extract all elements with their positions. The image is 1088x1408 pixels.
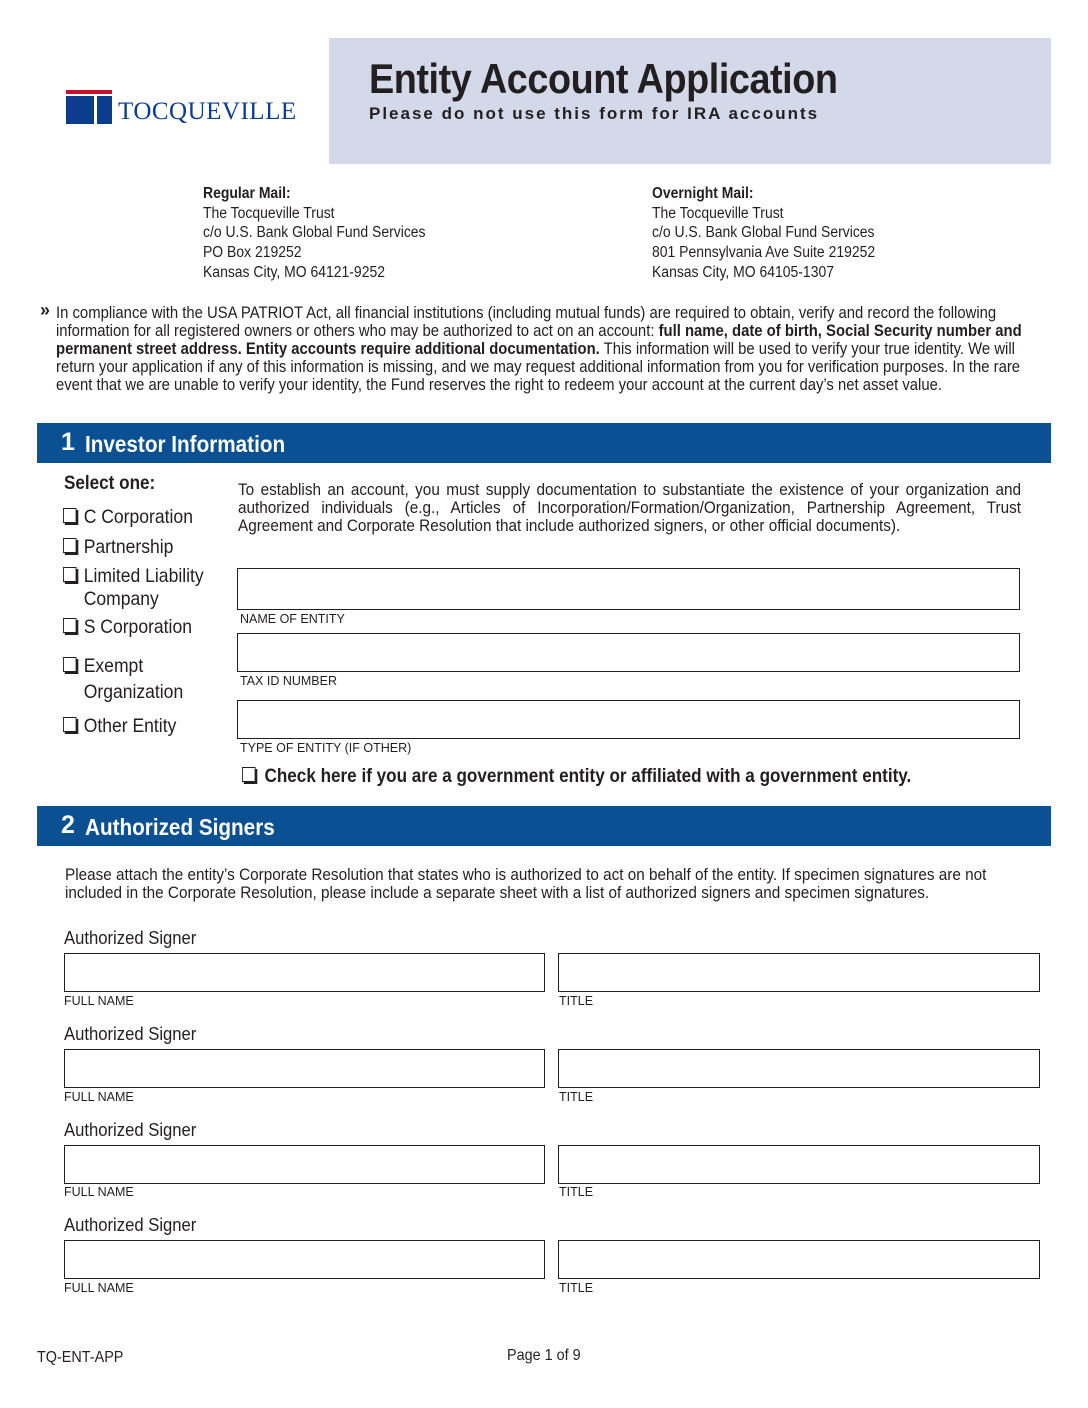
signer-full-name-field[interactable]	[64, 1240, 545, 1279]
regular-mail-address	[203, 184, 426, 283]
signer-full-name-field[interactable]	[64, 953, 545, 992]
authorized-signer-label: Authorized Signer	[64, 1119, 197, 1140]
option-label	[84, 565, 204, 611]
patriot-act-notice	[56, 304, 1046, 394]
full-name-label: FULL NAME	[64, 1185, 134, 1199]
checkbox-icon[interactable]	[63, 508, 77, 523]
page-subtitle: Please do not use this form for IRA accounts	[369, 104, 820, 123]
form-code: TQ-ENT-APP	[37, 1349, 124, 1366]
section-1-header	[37, 423, 1051, 463]
overnight-mail-line: 801 Pennsylvania Ave Suite 219252	[652, 244, 876, 262]
section-2-header	[37, 806, 1051, 846]
title-label: TITLE	[559, 1185, 594, 1199]
government-entity-label: Check here if you are a government entity or affiliated with a government entity.	[264, 766, 912, 787]
logo-divider	[94, 96, 97, 124]
checkbox-icon[interactable]	[242, 767, 256, 782]
option-partnership[interactable]	[63, 536, 173, 559]
logo-red-bar	[66, 90, 112, 94]
section-title: Investor Information	[85, 431, 286, 457]
option-label-line2: Company	[83, 588, 159, 610]
full-name-label: FULL NAME	[64, 994, 134, 1008]
signer-title-field[interactable]	[558, 1049, 1040, 1088]
tax-id-label: TAX ID NUMBER	[240, 674, 337, 688]
documentation-instructions: To establish an account, you must supply documentation to substantiate the existence of your organization and authorized individuals (e.g., Articles of Incorporation/Formation/Organization, Partnership Agreement, Trust Agreement and Corporate Resolution that include authorized signers, or other official documents).	[238, 480, 1021, 535]
entity-name-field[interactable]	[237, 568, 1020, 610]
signer-title-field[interactable]	[558, 953, 1040, 992]
authorized-signer-label: Authorized Signer	[64, 1023, 197, 1044]
entity-type-label: TYPE OF ENTITY (IF OTHER)	[240, 741, 412, 755]
option-label	[84, 653, 184, 705]
page-title: Entity Account Application	[369, 55, 838, 102]
regular-mail-line: The Tocqueville Trust	[203, 204, 335, 222]
full-name-label: FULL NAME	[64, 1090, 134, 1104]
entity-name-label: NAME OF ENTITY	[240, 612, 345, 626]
overnight-mail-line: c/o U.S. Bank Global Fund Services	[652, 224, 875, 242]
option-label-line1: Limited Liability	[83, 565, 204, 587]
chevron-right-icon: »	[40, 300, 51, 320]
overnight-mail-heading: Overnight Mail:	[652, 185, 754, 202]
government-entity-checkbox[interactable]	[242, 766, 911, 788]
title-label: TITLE	[559, 1281, 594, 1295]
overnight-mail-address	[652, 184, 875, 283]
section-number: 2	[61, 811, 75, 839]
regular-mail-line: PO Box 219252	[203, 244, 302, 262]
signer-full-name-field[interactable]	[64, 1145, 545, 1184]
authorized-signer-label: Authorized Signer	[64, 927, 197, 948]
signer-title-field[interactable]	[558, 1145, 1040, 1184]
title-label: TITLE	[559, 994, 594, 1008]
logo-mark-icon	[66, 96, 112, 124]
logo-text: TOCQUEVILLE	[118, 98, 297, 125]
overnight-mail-line: Kansas City, MO 64105-1307	[652, 263, 834, 281]
checkbox-icon[interactable]	[63, 657, 77, 672]
regular-mail-line: c/o U.S. Bank Global Fund Services	[203, 224, 426, 242]
option-llc[interactable]	[63, 565, 204, 611]
full-name-label: FULL NAME	[64, 1281, 134, 1295]
option-other-entity[interactable]	[63, 715, 176, 738]
option-label: Other Entity	[83, 715, 177, 737]
corporate-resolution-instructions: Please attach the entity’s Corporate Resolution that states who is authorized to act on behalf of the entity. If specimen signatures are not included in the Corporate Resolution, please include a separate sheet with a list of authorized signers and specimen signatures.	[65, 865, 987, 902]
option-c-corporation[interactable]	[63, 506, 193, 529]
page-number: Page 1 of 9	[507, 1347, 581, 1364]
regular-mail-heading: Regular Mail:	[203, 185, 291, 202]
signer-full-name-field[interactable]	[64, 1049, 545, 1088]
checkbox-icon[interactable]	[63, 717, 77, 732]
option-label: S Corporation	[83, 616, 192, 638]
authorized-signer-label: Authorized Signer	[64, 1214, 197, 1235]
option-label: C Corporation	[83, 506, 193, 528]
patriot-text-b: This information will be used to verify your true identity. We will return your application if any of this information is missing, and we may request additional information from you for verification purposes. In the rare event that we are unable to verify your identity, the Fund reserves the right to redeem your account at the current day’s net asset value.	[56, 340, 1021, 394]
option-label-line1: Exempt	[83, 655, 144, 677]
section-number: 1	[61, 428, 75, 456]
checkbox-icon[interactable]	[63, 538, 77, 553]
patriot-text-bold: full name, date of birth, Social Security number and permanent street address. Entity accounts require additional documentation.	[56, 322, 1022, 358]
entity-type-field[interactable]	[237, 700, 1020, 739]
checkbox-icon[interactable]	[63, 567, 77, 582]
patriot-text-a: In compliance with the USA PATRIOT Act, all financial institutions (including mutual funds) are required to obtain, verify and record the following information for all registered owners or others who may be authorized to act on an account:	[56, 304, 997, 340]
tocqueville-logo	[66, 90, 306, 130]
title-label: TITLE	[559, 1090, 594, 1104]
signer-title-field[interactable]	[558, 1240, 1040, 1279]
option-exempt-organization[interactable]	[63, 653, 183, 705]
option-label: Partnership	[83, 536, 174, 558]
option-label-line2: Organization	[83, 681, 184, 703]
overnight-mail-line: The Tocqueville Trust	[652, 204, 784, 222]
section-title: Authorized Signers	[85, 814, 275, 840]
tax-id-field[interactable]	[237, 633, 1020, 672]
regular-mail-line: Kansas City, MO 64121-9252	[203, 263, 385, 281]
checkbox-icon[interactable]	[63, 618, 77, 633]
select-one-label: Select one:	[64, 473, 156, 494]
option-s-corporation[interactable]	[63, 616, 192, 639]
